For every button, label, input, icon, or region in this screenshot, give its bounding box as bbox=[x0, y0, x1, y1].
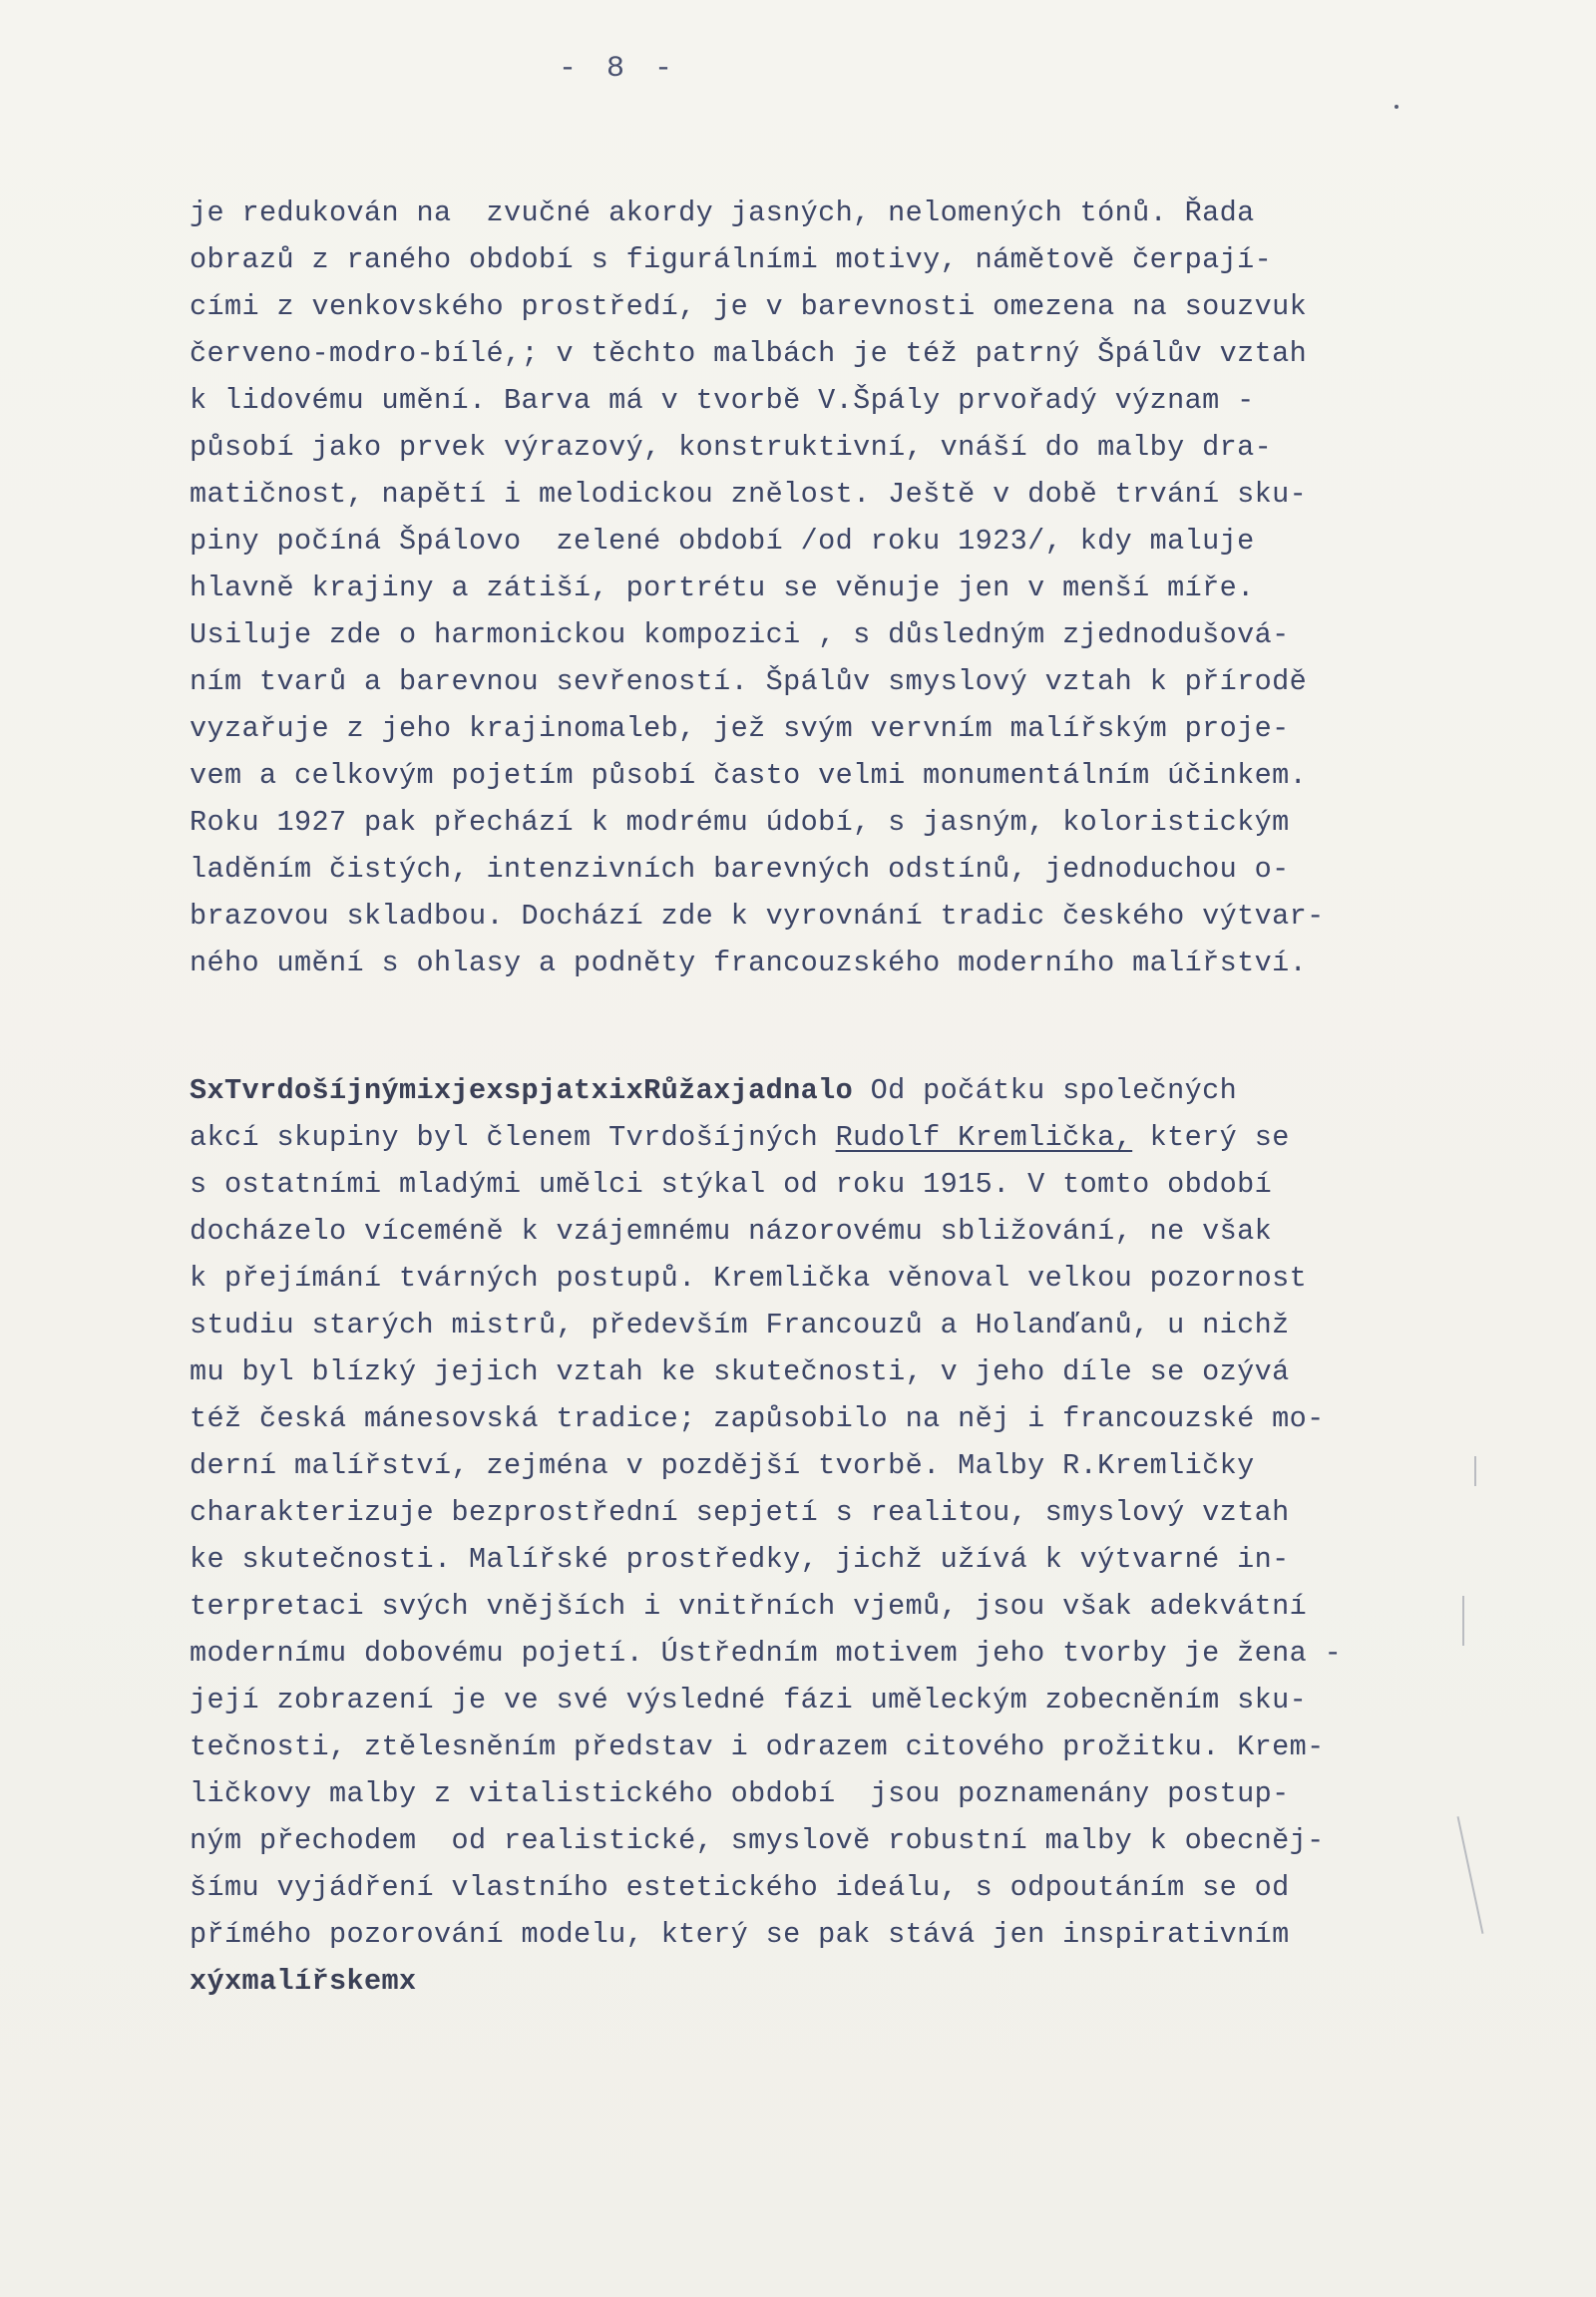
text-line: je redukován na zvučné akordy jasných, nelomených tónů. Řada bbox=[190, 196, 1255, 229]
text-line: s ostatními mladými umělci stýkal od roku 1915. V tomto období bbox=[190, 1168, 1273, 1201]
text-line: ným přechodem od realistické, smyslově robustní malby k obecněj- bbox=[190, 1824, 1325, 1857]
text-line: ného umění s ohlasy a podněty francouzského moderního malířství. bbox=[190, 947, 1308, 979]
text-line: brazovou skladbou. Dochází zde k vyrovnání tradic českého výtvar- bbox=[190, 900, 1325, 933]
text-line: vyzařuje z jeho krajinomaleb, jež svým vervním malířským proje- bbox=[190, 712, 1290, 745]
text-line: působí jako prvek výrazový, konstruktivní, vnáší do malby dra- bbox=[190, 431, 1273, 464]
text-line: její zobrazení je ve své výsledné fázi uměleckým zobecněním sku- bbox=[190, 1684, 1308, 1717]
text-line: ličkovy malby z vitalistického období jsou poznamenány postup- bbox=[190, 1777, 1290, 1810]
text-span: akcí skupiny byl členem Tvrdošíjných bbox=[190, 1121, 836, 1154]
text-line: k přejímání tvárných postupů. Kremlička věnoval velkou pozornost bbox=[190, 1262, 1308, 1295]
paper-speck bbox=[1395, 105, 1398, 109]
text-line: docházelo víceméně k vzájemnému názorovému sbližování, ne však bbox=[190, 1215, 1273, 1248]
text-line-last bbox=[190, 1958, 1516, 2005]
struck-out-text: SxTvrdošíjnýmixjexspjatxixRůžaxjadnalo bbox=[190, 1074, 854, 1107]
text-line: ke skutečnosti. Malířské prostředky, jichž užívá k výtvarné in- bbox=[190, 1543, 1290, 1576]
text-line: též česká mánesovská tradice; zapůsobilo na něj i francouzské mo- bbox=[190, 1402, 1325, 1435]
text-line: studiu starých mistrů, především Francouzů a Holanďanů, u nichž bbox=[190, 1309, 1290, 1341]
text-span: Od počátku společných bbox=[853, 1074, 1238, 1107]
struck-out-text: xýxmalířskemx bbox=[190, 1965, 417, 1998]
text-line: derní malířství, zejména v pozdější tvorbě. Malby R.Kremličky bbox=[190, 1449, 1255, 1482]
text-line: ním tvarů a barevnou sevřeností. Špálův smyslový vztah k přírodě bbox=[190, 665, 1308, 698]
text-line: charakterizuje bezprostřední sepjetí s realitou, smyslový vztah bbox=[190, 1496, 1290, 1529]
underlined-name: Rudolf Kremlička, bbox=[835, 1121, 1133, 1154]
text-line-second bbox=[190, 1114, 1516, 1161]
paragraph-2 bbox=[190, 1067, 1516, 2005]
text-line: modernímu dobovému pojetí. Ústředním motivem jeho tvorby je žena - bbox=[190, 1637, 1343, 1670]
text-line: cími z venkovského prostředí, je v barevnosti omezena na souzvuk bbox=[190, 290, 1308, 323]
text-line-first bbox=[190, 1067, 1516, 1114]
text-line: šímu vyjádření vlastního estetického ideálu, s odpoutáním se od bbox=[190, 1871, 1290, 1904]
text-line: Roku 1927 pak přechází k modrému údobí, s jasným, koloristickým bbox=[190, 806, 1290, 839]
text-line: tečnosti, ztělesněním představ i odrazem citového prožitku. Krem- bbox=[190, 1730, 1325, 1763]
text-line: mu byl blízký jejich vztah ke skutečnosti, v jeho díle se ozývá bbox=[190, 1355, 1290, 1388]
text-line: červeno-modro-bílé,; v těchto malbách je též patrný Špálův vztah bbox=[190, 337, 1308, 370]
text-line: Usiluje zde o harmonickou kompozici , s důsledným zjednodušová- bbox=[190, 618, 1290, 651]
text-line: obrazů z raného období s figurálními motivy, námětově čerpají- bbox=[190, 243, 1273, 276]
text-line: terpretaci svých vnějších i vnitřních vjemů, jsou však adekvátní bbox=[190, 1590, 1308, 1623]
text-line: k lidovému umění. Barva má v tvorbě V.Špály prvořadý význam - bbox=[190, 384, 1255, 417]
margin-pencil-mark bbox=[1462, 1596, 1464, 1646]
paragraph-1 bbox=[190, 190, 1516, 986]
page-number: - 8 - bbox=[558, 52, 678, 86]
text-line: hlavně krajiny a zátiší, portrétu se věnuje jen v menší míře. bbox=[190, 572, 1255, 604]
text-line: piny počíná Špálovo zelené období /od roku 1923/, kdy maluje bbox=[190, 525, 1255, 558]
margin-pencil-mark bbox=[1474, 1456, 1476, 1486]
text-line: přímého pozorování modelu, který se pak stává jen inspirativním bbox=[190, 1918, 1290, 1951]
text-line: vem a celkovým pojetím působí často velmi monumentálním účinkem. bbox=[190, 759, 1308, 792]
text-line: matičnost, napětí i melodickou znělost. Ještě v době trvání sku- bbox=[190, 478, 1308, 511]
text-line: laděním čistých, intenzivních barevných odstínů, jednoduchou o- bbox=[190, 853, 1290, 886]
text-span: který se bbox=[1132, 1121, 1290, 1154]
